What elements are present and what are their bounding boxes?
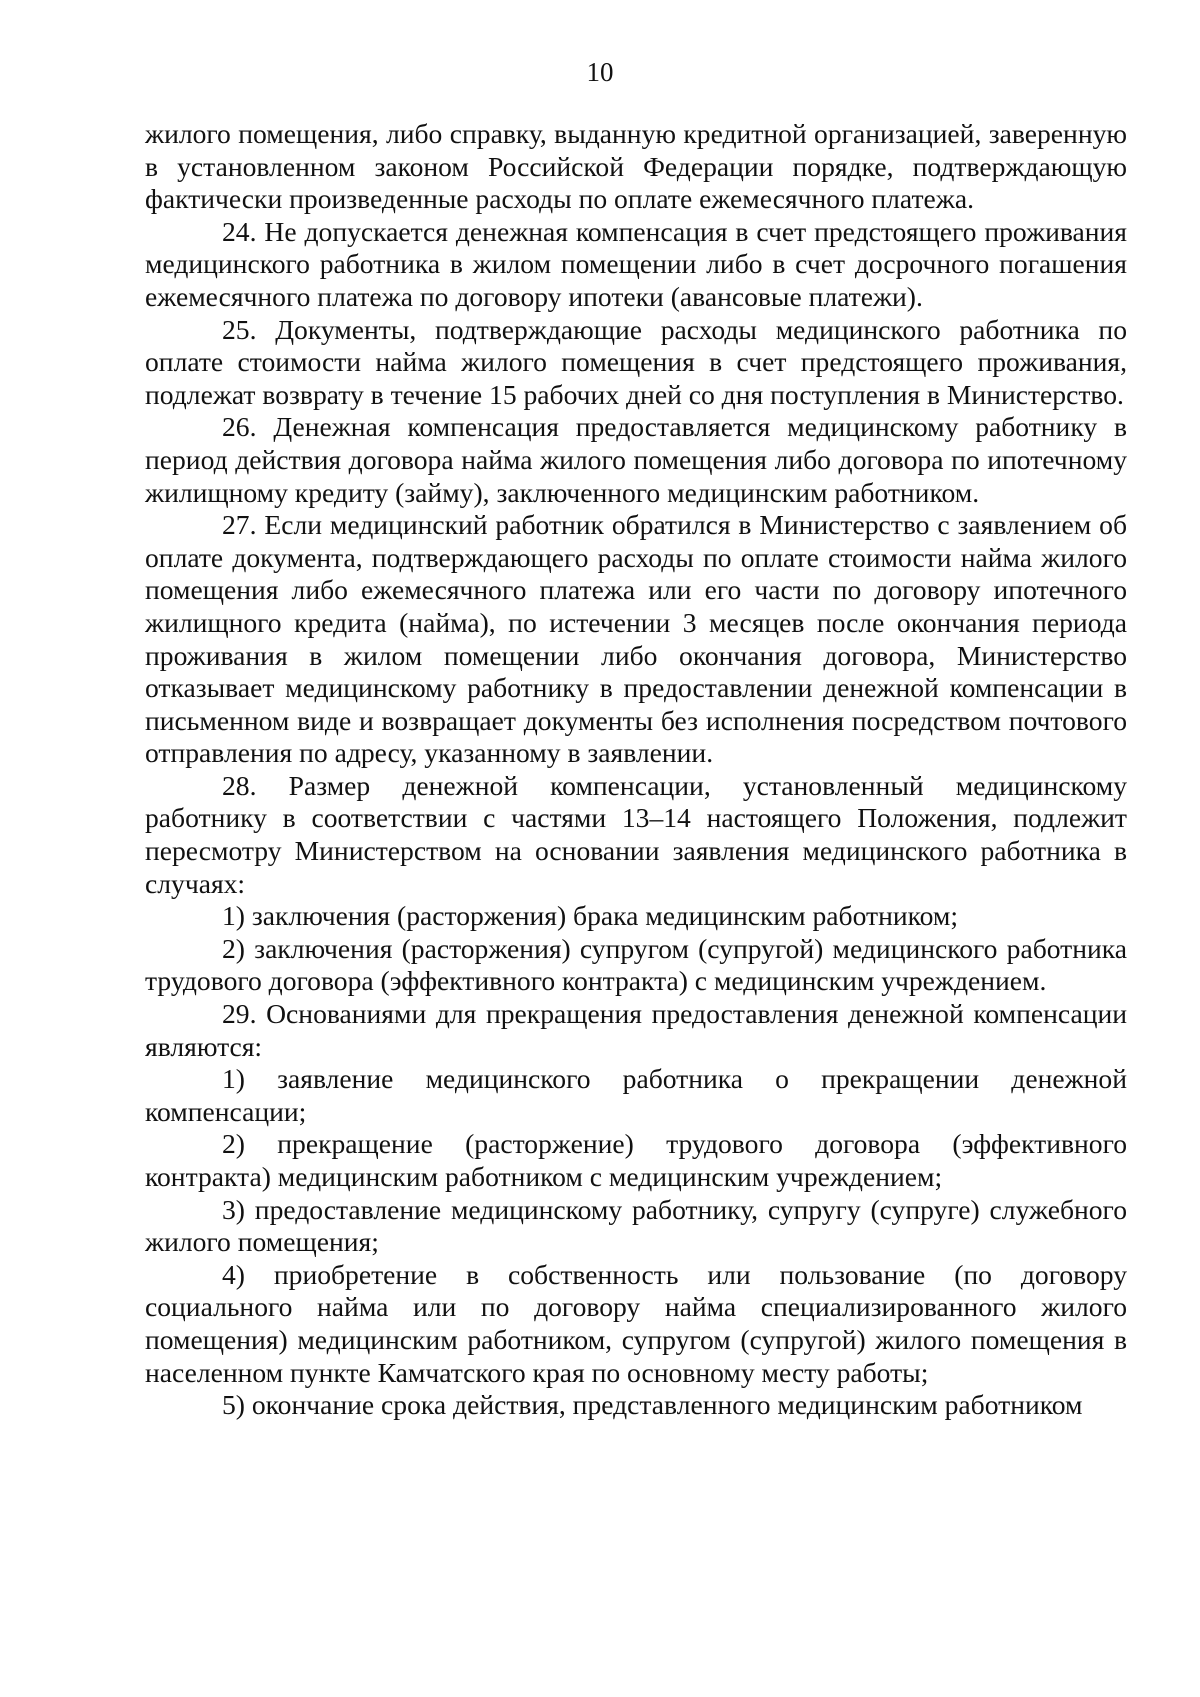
document-body <box>145 118 1127 1422</box>
page-number: 10 <box>586 57 614 87</box>
paragraph-29: 29. Основаниями для прекращения предоставления денежной компенсации являются: <box>145 998 1127 1062</box>
paragraph-29-item-4: 4) приобретение в собственность или пользование (по договору социального найма или по договору найма специализированного жилого помещения) медицинским работником, супругом (супругой) жилого помещения в населенном пункте Камчатского края по основному месту работы; <box>145 1258 1127 1388</box>
paragraph-26: 26. Денежная компенсация предоставляется медицинскому работнику в период действия договора найма жилого помещения либо договора по ипотечному жилищному кредиту (займу), заключенного медицинским работником. <box>145 411 1127 508</box>
paragraph-29-item-2: 2) прекращение (расторжение) трудового договора (эффективного контракта) медицинским работником с медицинским учреждением; <box>145 1128 1127 1192</box>
paragraph-29-item-5: 5) окончание срока действия, представленного медицинским работником <box>222 1389 1083 1421</box>
paragraph-27: 27. Если медицинский работник обратился в Министерство с заявлением об оплате документа, подтверждающего расходы по оплате стоимости найма жилого помещения либо ежемесячного платежа или его части по договору ипотечного жилищного кредита (найма), по истечении 3 месяцев после окончания периода проживания в жилом помещении либо окончания договора, Министерство отказывает медицинскому работнику в предоставлении денежной компенсации в письменном виде и возвращает документы без исполнения посредством почтового отправления по адресу, указанному в заявлении. <box>145 509 1127 769</box>
paragraph-25: 25. Документы, подтверждающие расходы медицинского работника по оплате стоимости найма жилого помещения в счет предстоящего проживания, подлежат возврату в течение 15 рабочих дней со дня поступления в Министерство. <box>145 313 1127 410</box>
paragraph-28: 28. Размер денежной компенсации, установленный медицинскому работнику в соответствии с частями 13–14 настоящего Положения, подлежит пересмотру Министерством на основании заявления медицинского работника в случаях: <box>145 769 1127 899</box>
paragraph-29-item-1: 1) заявление медицинского работника о прекращении денежной компенсации; <box>145 1063 1127 1127</box>
paragraph-continuation: жилого помещения, либо справку, выданную кредитной организацией, заверенную в установленном законом Российской Федерации порядке, подтверждающую фактически произведенные расходы по оплате ежемесячного платежа. <box>145 118 1127 215</box>
paragraph-29-item-3: 3) предоставление медицинскому работнику, супругу (супруге) служебного жилого помещения; <box>145 1193 1127 1258</box>
paragraph-28-item-2: 2) заключения (расторжения) супругом (супругой) медицинского работника трудового договора (эффективного контракта) с медицинским учреждением. <box>145 932 1127 997</box>
paragraph-24: 24. Не допускается денежная компенсация в счет предстоящего проживания медицинского работника в жилом помещении либо в счет досрочного погашения ежемесячного платежа по договору ипотеки (авансовые платежи). <box>145 215 1127 312</box>
paragraph-28-item-1: 1) заключения (расторжения) брака медицинским работником; <box>222 900 959 932</box>
